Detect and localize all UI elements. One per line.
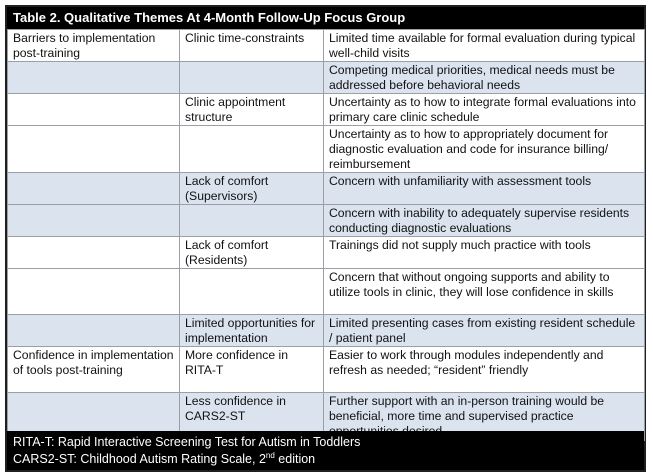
detail-cell: Concern that without ongoing supports and ability to utilize tools in clinic, they will lose confidence in skills <box>324 269 645 315</box>
table-frame <box>5 5 646 472</box>
barrier-cell <box>8 62 180 94</box>
theme-cell: Less confidence in CARS2-ST <box>180 393 324 441</box>
barrier-cell <box>8 94 180 126</box>
theme-cell: Lack of comfort (Residents) <box>180 237 324 269</box>
barrier-cell: Confidence in implementation of tools post-training <box>8 347 180 393</box>
table-row <box>8 30 645 62</box>
detail-cell: Trainings did not supply much practice with tools <box>324 237 645 269</box>
detail-cell: Uncertainty as to how to appropriately document for diagnostic evaluation and code for insurance billing/ reimbursement <box>324 126 645 173</box>
barrier-cell <box>8 237 180 269</box>
footnote-rita-t: RITA-T: Rapid Interactive Screening Test for Autism in Toddlers <box>13 435 361 449</box>
detail-cell: Competing medical priorities, medical needs must be addressed before behavioral needs <box>324 62 645 94</box>
theme-cell: Clinic time-constraints <box>180 30 324 62</box>
barrier-cell <box>8 173 180 205</box>
barrier-cell <box>8 269 180 315</box>
themes-table <box>7 29 645 441</box>
table-row <box>8 173 645 205</box>
detail-cell: Easier to work through modules independently and refresh as needed; “resident” friendly <box>324 347 645 393</box>
table-row <box>8 126 645 173</box>
theme-cell: Lack of comfort (Supervisors) <box>180 173 324 205</box>
theme-cell <box>180 62 324 94</box>
detail-cell: Concern with inability to adequately supervise residents conducting diagnostic evaluations <box>324 205 645 237</box>
theme-cell: Limited opportunities for implementation <box>180 315 324 347</box>
detail-cell: Concern with unfamiliarity with assessment tools <box>324 173 645 205</box>
theme-cell: More confidence in RITA-T <box>180 347 324 393</box>
table-row <box>8 94 645 126</box>
barrier-cell <box>8 126 180 173</box>
table-row <box>8 315 645 347</box>
theme-cell <box>180 269 324 315</box>
barrier-cell <box>8 315 180 347</box>
detail-cell: Uncertainty as to how to integrate formal evaluations into primary care clinic schedule <box>324 94 645 126</box>
detail-cell: Limited presenting cases from existing resident schedule / patient panel <box>324 315 645 347</box>
table-row <box>8 269 645 315</box>
table-row <box>8 205 645 237</box>
table-row <box>8 62 645 94</box>
table-footnotes <box>7 431 644 470</box>
detail-cell: Further support with an in-person training would be beneficial, more time and supervised practice <box>324 393 645 441</box>
theme-cell <box>180 205 324 237</box>
table-row <box>8 237 645 269</box>
table-title: Table 2. Qualitative Themes At 4-Month Follow-Up Focus Group <box>7 7 644 29</box>
theme-cell <box>180 126 324 173</box>
detail-cell: Limited time available for formal evaluation during typical well-child visits <box>324 30 645 62</box>
barrier-cell <box>8 205 180 237</box>
barrier-cell: Barriers to implementation post-training <box>8 30 180 62</box>
table-row <box>8 347 645 393</box>
theme-cell: Clinic appointment structure <box>180 94 324 126</box>
footnote-cars2-st: CARS2-ST: Childhood Autism Rating Scale, 2nd edition <box>13 450 316 466</box>
